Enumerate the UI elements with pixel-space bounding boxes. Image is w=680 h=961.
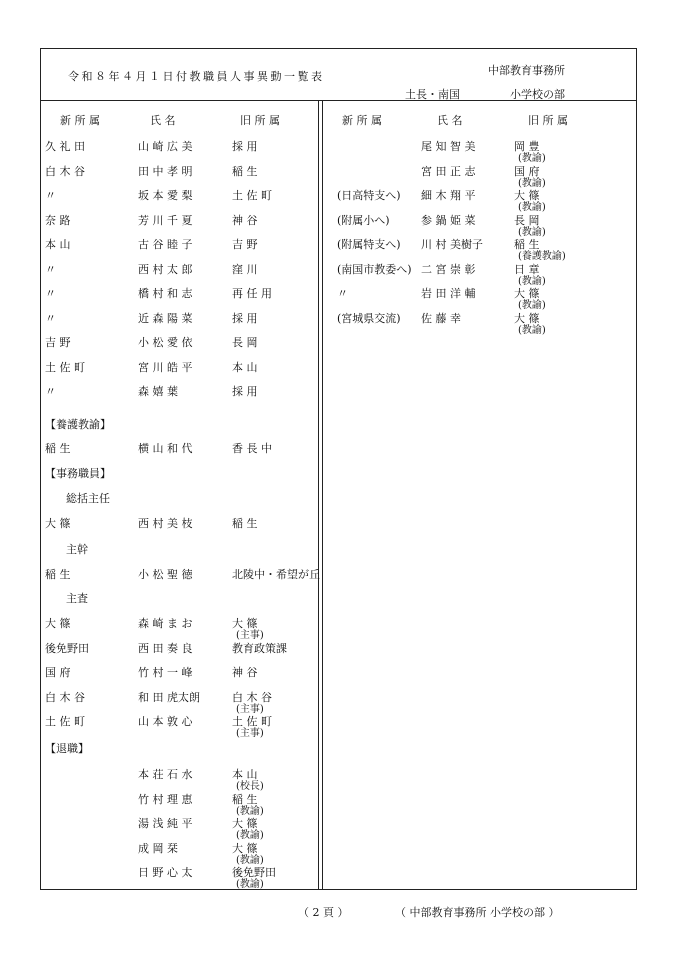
old-affiliation: 白 木 谷	[232, 690, 272, 704]
new-affiliation: 〃	[45, 287, 56, 300]
position-note: (教諭)	[518, 177, 546, 189]
old-affiliation: 国 府	[514, 164, 540, 178]
position-note: (教諭)	[236, 830, 264, 841]
person-name: 参 鍋 姫 菜	[421, 213, 476, 227]
old-affiliation: 長 岡	[232, 336, 258, 349]
new-affiliation: 吉 野	[45, 336, 71, 349]
new-affiliation: 土 佐 町	[45, 715, 85, 728]
position-note: (養護教諭)	[518, 251, 566, 262]
person-name: 山 本 敦 心	[138, 715, 193, 728]
person-name: 小 松 聖 徳	[138, 568, 193, 581]
position-note: (教諭)	[518, 153, 546, 164]
section-label-yogo: 【養護教諭】	[45, 418, 111, 431]
old-affiliation: 採 用	[232, 385, 258, 398]
document-title: 令和８年４月１日付教職員人事異動一覧表	[68, 70, 325, 83]
new-affiliation: (宮城県交流)	[337, 311, 401, 325]
old-affiliation: 大 篠	[232, 817, 258, 830]
old-affiliation: 土 佐 町	[232, 715, 272, 728]
old-affiliation: 岡 豊	[514, 140, 540, 153]
old-affiliation: 大 篠	[514, 189, 540, 202]
new-affiliation: 稲 生	[45, 442, 71, 455]
new-affiliation: 大 篠	[45, 617, 71, 630]
new-affiliation: 国 府	[45, 666, 71, 679]
person-name: 竹 村 一 峰	[138, 666, 193, 679]
person-name: 小 松 愛 依	[138, 336, 193, 349]
person-name: 和 田 虎太朗	[138, 690, 200, 704]
position-note: (教諭)	[518, 300, 546, 311]
person-name: 佐 藤 幸	[421, 311, 461, 325]
section-label-shusa: 主査	[66, 592, 88, 605]
person-name: 宮 川 皓 平	[138, 360, 193, 374]
person-name: 坂 本 愛 梨	[138, 189, 193, 202]
old-affiliation: 北陵中・希望が丘	[232, 568, 320, 581]
new-affiliation: 〃	[45, 262, 56, 276]
position-note: (教諭)	[236, 879, 264, 890]
position-note: (主事)	[236, 630, 264, 641]
person-name: 日 野 心 太	[138, 866, 193, 879]
position-note: (教諭)	[518, 275, 546, 287]
new-affiliation: 稲 生	[45, 568, 71, 581]
old-affiliation: 日 章	[514, 262, 540, 276]
person-name: 西 田 奏 良	[138, 641, 193, 655]
person-name: 西 村 太 郎	[138, 262, 193, 276]
old-affiliation: 稲 生	[232, 164, 258, 178]
person-name: 古 谷 睦 子	[138, 238, 193, 251]
person-name: 近 森 陽 菜	[138, 311, 193, 325]
person-name: 二 宮 崇 彰	[421, 262, 476, 276]
left-header-name: 氏 名	[150, 114, 176, 127]
new-affiliation: 〃	[45, 311, 56, 325]
person-name: 成 岡 栞	[138, 841, 178, 855]
page-number: （ 2 頁 ）	[298, 906, 349, 919]
right-header-new: 新 所 属	[342, 114, 382, 127]
footer-office: （ 中部教育事務所 小学校の部 ）	[395, 906, 560, 919]
position-note: (教諭)	[518, 226, 546, 238]
new-affiliation: 奈 路	[45, 213, 71, 227]
person-name: 西 村 美 枝	[138, 517, 193, 530]
person-name: 芳 川 千 夏	[138, 213, 193, 227]
person-name: 森 崎 ま お	[138, 617, 193, 630]
person-name: 横 山 和 代	[138, 442, 193, 455]
person-name: 湯 浅 純 平	[138, 817, 193, 830]
old-affiliation: 採 用	[232, 140, 258, 153]
column-divider-right	[322, 100, 323, 890]
old-affiliation: 長 岡	[514, 213, 540, 227]
document-frame	[40, 48, 637, 890]
person-name: 田 中 孝 明	[138, 164, 193, 178]
section-label-shukan: 主幹	[66, 543, 88, 556]
person-name: 尾 知 智 美	[421, 140, 476, 153]
old-affiliation: 教育政策課	[232, 641, 287, 655]
old-affiliation: 大 篠	[514, 311, 540, 325]
old-affiliation: 本 山	[232, 360, 258, 374]
left-header-old: 旧 所 属	[240, 114, 280, 127]
new-affiliation: (南国市教委へ)	[337, 262, 412, 276]
new-affiliation: 〃	[45, 385, 56, 398]
region-name: 土長・南国	[405, 88, 460, 101]
new-affiliation: 〃	[45, 189, 56, 202]
old-affiliation: 稲 生	[232, 517, 258, 530]
new-affiliation: 後免野田	[45, 641, 89, 655]
position-note: (教諭)	[518, 324, 546, 336]
old-affiliation: 土 佐 町	[232, 189, 272, 202]
person-name: 橋 村 和 志	[138, 287, 193, 300]
old-affiliation: 吉 野	[232, 238, 258, 251]
right-header-name: 氏 名	[437, 114, 463, 127]
position-note: (校長)	[236, 781, 264, 792]
column-divider-left	[318, 100, 319, 890]
old-affiliation: 大 篠	[514, 287, 540, 300]
section-name: 小学校の部	[510, 88, 565, 101]
new-affiliation: 本 山	[45, 238, 71, 251]
old-affiliation: 神 谷	[232, 666, 258, 679]
person-name: 山 崎 広 美	[138, 140, 193, 153]
new-affiliation: (附属特支へ)	[337, 238, 401, 251]
old-affiliation: 本 山	[232, 768, 258, 781]
person-name: 細 木 翔 平	[421, 189, 476, 202]
new-affiliation: 〃	[337, 287, 348, 300]
position-note: (主事)	[236, 703, 264, 715]
position-note: (教諭)	[518, 202, 546, 213]
header-divider	[40, 100, 637, 101]
new-affiliation: 白 木 谷	[45, 690, 85, 704]
new-affiliation: (日高特支へ)	[337, 189, 401, 202]
old-affiliation: 稲 生	[232, 792, 258, 806]
old-affiliation: 神 谷	[232, 213, 258, 227]
old-affiliation: 再 任 用	[232, 287, 272, 300]
left-header-new: 新 所 属	[60, 114, 100, 127]
position-note: (教諭)	[236, 805, 264, 817]
position-note: (教諭)	[236, 854, 264, 866]
new-affiliation: 土 佐 町	[45, 360, 85, 374]
old-affiliation: 採 用	[232, 311, 258, 325]
person-name: 本 荘 石 水	[138, 768, 193, 781]
old-affiliation: 窪 川	[232, 262, 258, 276]
section-label-jimu: 【事務職員】	[45, 467, 111, 480]
section-label-taishoku: 【退職】	[45, 742, 89, 755]
section-label-sokatsu: 総括主任	[66, 492, 110, 505]
old-affiliation: 稲 生	[514, 238, 540, 251]
person-name: 岩 田 洋 輔	[421, 287, 476, 300]
person-name: 竹 村 理 恵	[138, 792, 193, 806]
position-note: (主事)	[236, 728, 264, 739]
person-name: 森 嬉 葉	[138, 385, 178, 398]
office-name: 中部教育事務所	[488, 64, 565, 77]
new-affiliation: 白 木 谷	[45, 164, 85, 178]
old-affiliation: 大 篠	[232, 841, 258, 855]
old-affiliation: 後免野田	[232, 866, 276, 879]
new-affiliation: 久 礼 田	[45, 140, 85, 153]
person-name: 川 村 美樹子	[421, 238, 483, 251]
old-affiliation: 大 篠	[232, 617, 258, 630]
new-affiliation: (附属小へ)	[337, 213, 390, 227]
old-affiliation: 香 長 中	[232, 442, 272, 455]
person-name: 宮 田 正 志	[421, 164, 476, 178]
right-header-old: 旧 所 属	[528, 114, 568, 127]
new-affiliation: 大 篠	[45, 517, 71, 530]
